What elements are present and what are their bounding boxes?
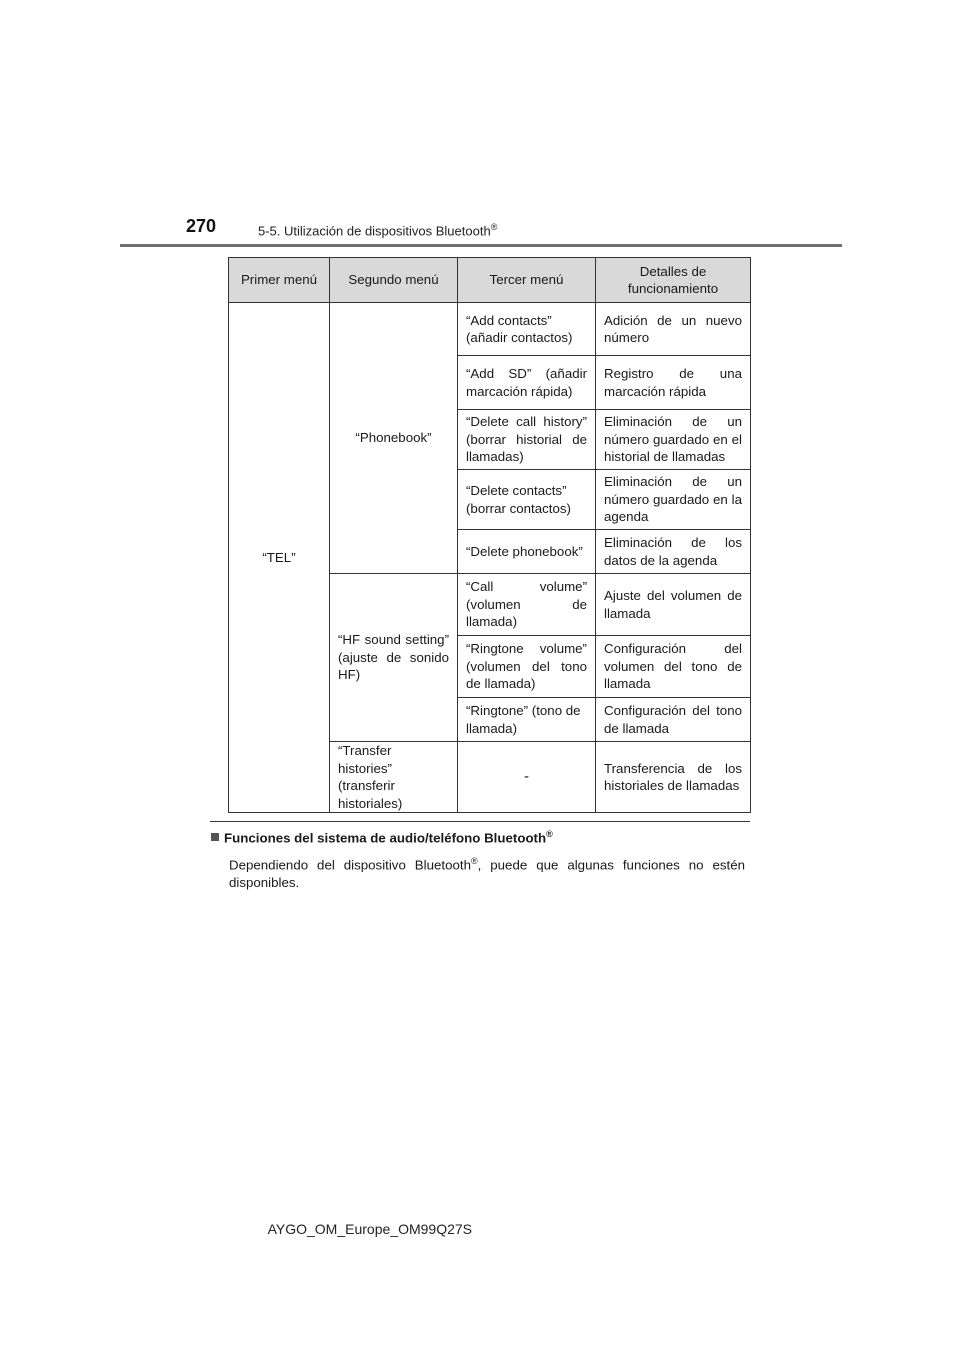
third-menu-cell: “Ringtone” (tono de llamada) — [458, 698, 596, 742]
section-heading-text: Funciones del sistema de audio/teléfono Bluetooth — [224, 830, 547, 846]
detail-cell: Eliminación de un número guardado en la agenda — [596, 470, 751, 530]
registered-mark: ® — [490, 222, 498, 232]
body-text-part1: Dependiendo del dispositivo Bluetooth — [229, 857, 471, 873]
header-detalles: Detalles de funcionamiento — [596, 258, 751, 303]
header-tercer-menu: Tercer menú — [458, 258, 596, 303]
second-menu-phonebook: “Phonebook” — [330, 303, 458, 574]
third-menu-cell: “Delete contacts” (borrar contactos) — [458, 470, 596, 530]
detail-cell: Adición de un nuevo número — [596, 303, 751, 356]
footer-code: AYGO_OM_Europe_OM99Q27S — [267, 1221, 472, 1237]
registered-mark: ® — [470, 856, 478, 866]
table-row — [229, 303, 751, 356]
section-divider — [210, 821, 750, 822]
third-menu-cell: “Delete phonebook” — [458, 530, 596, 574]
header-segundo-menu: Segundo menú — [330, 258, 458, 303]
page-number: 270 — [186, 216, 217, 236]
second-menu-transfer: “Transfer histories” (transferir historiales) — [330, 742, 458, 813]
bullet-square-icon — [211, 833, 219, 841]
header-primer-menu: Primer menú — [229, 258, 330, 303]
section-body — [229, 852, 745, 892]
detail-cell: Configuración del volumen del tono de llamada — [596, 636, 751, 698]
body-text-part2: , puede que algunas funciones no estén disponibles. — [229, 857, 745, 891]
third-menu-cell: “Add contacts” (añadir contactos) — [458, 303, 596, 356]
third-menu-cell: “Delete call history” (borrar historial de llamadas) — [458, 410, 596, 470]
third-menu-cell: “Call volume” (volumen de llamada) — [458, 574, 596, 636]
section-title-text: 5-5. Utilización de dispositivos Bluetooth — [258, 223, 491, 239]
third-menu-cell: “Add SD” (añadir marcación rápida) — [458, 356, 596, 410]
detail-cell: Ajuste del volumen de llamada — [596, 574, 751, 636]
third-menu-cell: “Ringtone volume” (volumen del tono de llamada) — [458, 636, 596, 698]
menu-table — [228, 257, 751, 813]
header-rule — [120, 244, 842, 247]
detail-cell: Eliminación de un número guardado en el historial de llamadas — [596, 410, 751, 470]
table-header-row — [229, 258, 751, 303]
third-menu-dash: - — [458, 742, 596, 813]
detail-cell: Eliminación de los datos de la agenda — [596, 530, 751, 574]
section-title — [258, 222, 497, 238]
detail-cell: Registro de una marcación rápida — [596, 356, 751, 410]
detail-cell: Transferencia de los historiales de llamadas — [596, 742, 751, 813]
second-menu-hf-sound: “HF sound setting” (ajuste de sonido HF) — [330, 574, 458, 742]
first-menu-tel: “TEL” — [229, 303, 330, 813]
section-heading — [211, 829, 771, 845]
detail-cell: Configuración del tono de llamada — [596, 698, 751, 742]
registered-mark: ® — [546, 829, 553, 839]
